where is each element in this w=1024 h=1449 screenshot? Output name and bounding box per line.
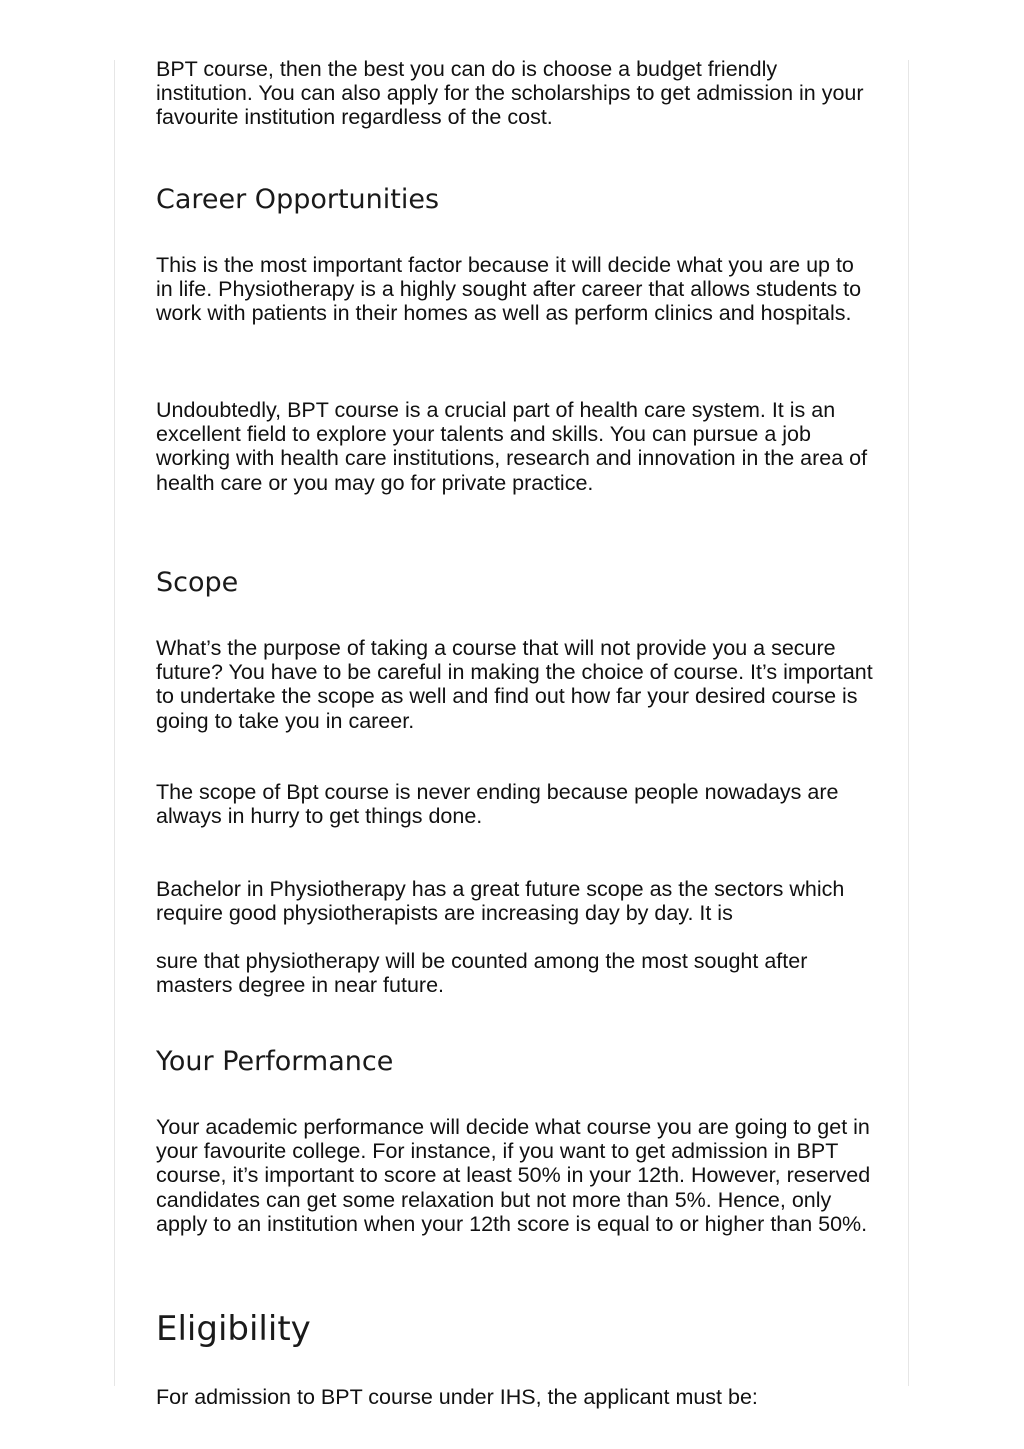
performance-paragraph: Your academic performance will decide what course you are going to get in your favourite college. For instance, if you want to get admission in BPT course, it’s important to score at least 50% in your 12th. However, reserved candidates can get some relaxation but not more than 5%. Hence, only apply to an institution when your 12th score is equal to or higher than 50%.: [156, 1115, 871, 1236]
career-opportunities-heading: Career Opportunities: [156, 184, 440, 215]
scope-paragraph-3: Bachelor in Physiotherapy has a great future scope as the sectors which require good physiotherapists are increasing day by day. It is: [156, 877, 845, 926]
scope-paragraph-2: The scope of Bpt course is never ending because people nowadays are always in hurry to get things done.: [156, 780, 839, 829]
scope-paragraph-1: What’s the purpose of taking a course that will not provide you a secure future? You have to be careful in making the choice of course. It’s important to undertake the scope as well and find out how far your desired course is going to take you in career.: [156, 636, 873, 733]
your-performance-heading: Your Performance: [156, 1046, 394, 1077]
career-paragraph-2: Undoubtedly, BPT course is a crucial part of health care system. It is an excellent field to explore your talents and skills. You can pursue a job working with health care institutions, research and innovation in the area of health care or you may go for private practice.: [156, 398, 868, 495]
scope-heading: Scope: [156, 567, 239, 598]
eligibility-paragraph: For admission to BPT course under IHS, the applicant must be:: [156, 1385, 758, 1409]
eligibility-heading: Eligibility: [156, 1309, 311, 1349]
scope-paragraph-4: sure that physiotherapy will be counted among the most sought after masters degree in near future.: [156, 949, 808, 998]
intro-paragraph: BPT course, then the best you can do is choose a budget friendly institution. You can also apply for the scholarships to get admission in your favourite institution regardless of the cost.: [156, 57, 864, 130]
career-paragraph-1: This is the most important factor because it will decide what you are up to in life. Physiotherapy is a highly sought after career that allows students to work with patients in their homes as well as perform clinics and hospitals.: [156, 253, 862, 326]
